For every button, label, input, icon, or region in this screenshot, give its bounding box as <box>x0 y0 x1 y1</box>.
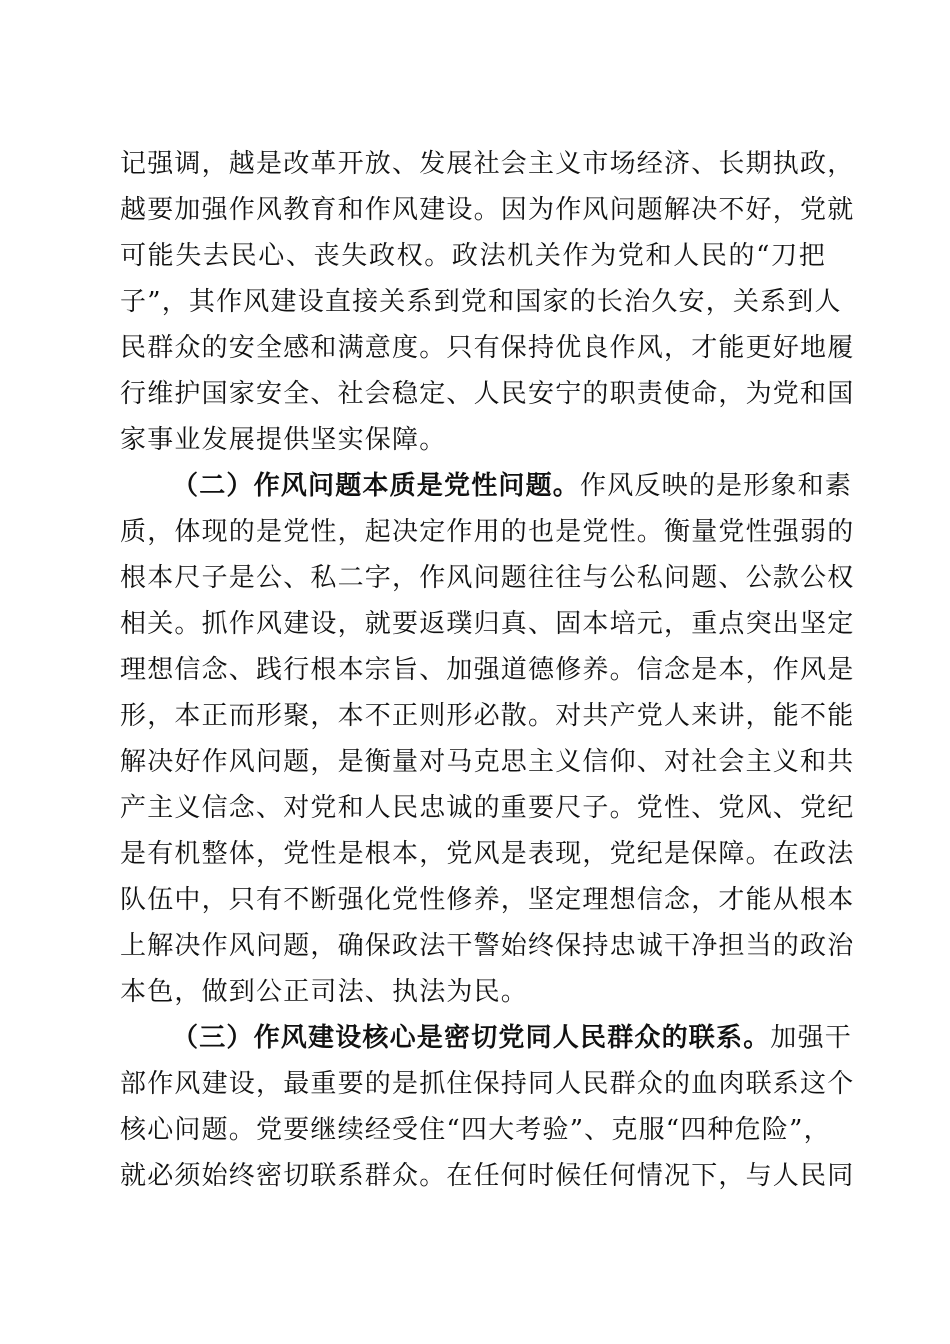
para3-heading: （三）作风建设核心是密切党同人民群众的联系。 <box>172 1023 771 1053</box>
para2-first-line-rest: 作风反映的是形象和素 <box>580 471 853 501</box>
para1-line-5: 民群众的安全感和满意度。只有保持优良作风，才能更好地履 <box>120 333 855 363</box>
para3-line-3: 核心问题。党要继续经受住“四大考验”、克服“四种危险”， <box>120 1115 831 1145</box>
para3-line-1 <box>172 1015 853 1061</box>
para2-line-5: 理想信念、践行根本宗旨、加强道德修养。信念是本，作风是 <box>120 655 855 685</box>
para1-line-6: 行维护国家安全、社会稳定、人民安宁的职责使命，为党和国 <box>120 379 855 409</box>
para2-line-9: 是有机整体，党性是根本，党风是表现，党纪是保障。在政法 <box>120 839 855 869</box>
para1-line-2: 越要加强作风教育和作风建设。因为作风问题解决不好，党就 <box>120 195 855 225</box>
para1-line-4: 子”，其作风建设直接关系到党和国家的长治久安，关系到人 <box>120 287 842 317</box>
para1-line-1: 记强调，越是改革开放、发展社会主义市场经济、长期执政， <box>120 149 855 179</box>
para1-line-7: 家事业发展提供坚实保障。 <box>120 425 447 455</box>
para2-heading: （二）作风问题本质是党性问题。 <box>172 471 581 501</box>
para3-line-2: 部作风建设，最重要的是抓住保持同人民群众的血肉联系这个 <box>120 1069 855 1099</box>
para1-line-3: 可能失去民心、丧失政权。政法机关作为党和人民的“刀把 <box>120 241 826 271</box>
para2-line-2: 质，体现的是党性，起决定作用的也是党性。衡量党性强弱的 <box>120 517 855 547</box>
para2-line-1 <box>172 463 853 509</box>
para2-line-10: 队伍中，只有不断强化党性修养，坚定理想信念，才能从根本 <box>120 885 855 915</box>
para2-line-6: 形，本正而形聚，本不正则形必散。对共产党人来讲，能不能 <box>120 701 855 731</box>
para2-line-11: 上解决作风问题，确保政法干警始终保持忠诚干净担当的政治 <box>120 931 855 961</box>
para2-line-4: 相关。抓作风建设，就要返璞归真、固本培元，重点突出坚定 <box>120 609 855 639</box>
para3-first-line-rest: 加强干 <box>770 1023 853 1053</box>
para2-line-7: 解决好作风问题，是衡量对马克思主义信仰、对社会主义和共 <box>120 747 855 777</box>
para2-line-3: 根本尺子是公、私二字，作风问题往往与公私问题、公款公权 <box>120 563 855 593</box>
para3-line-4: 就必须始终密切联系群众。在任何时候任何情况下，与人民同 <box>120 1161 855 1191</box>
para2-line-8: 产主义信念、对党和人民忠诚的重要尺子。党性、党风、党纪 <box>120 793 855 823</box>
para2-line-12: 本色，做到公正司法、执法为民。 <box>120 977 529 1007</box>
